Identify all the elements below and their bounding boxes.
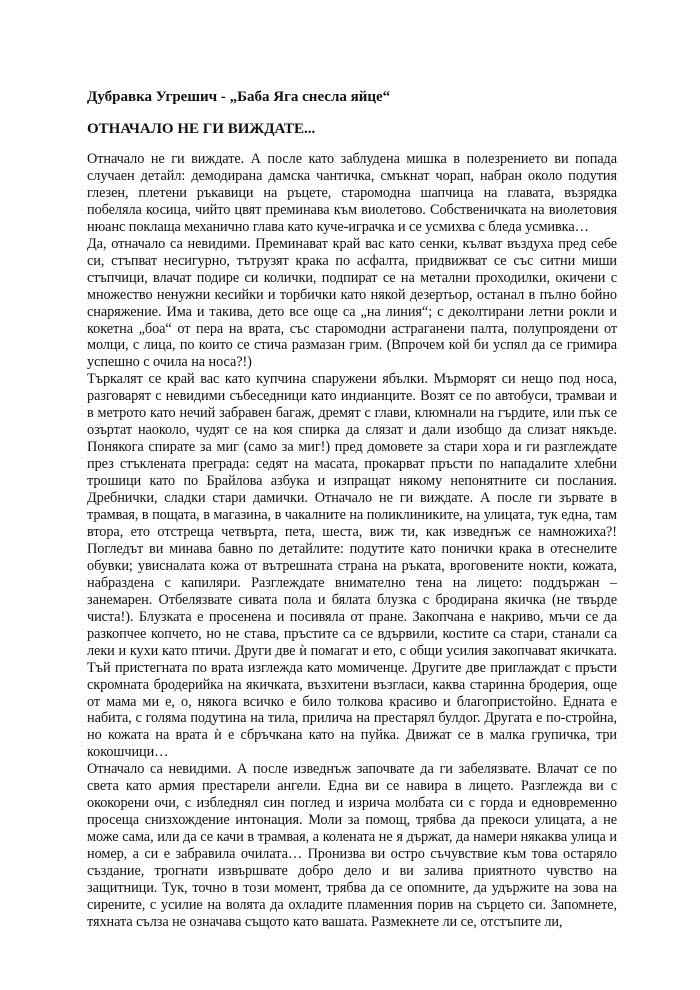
body-text <box>87 151 617 931</box>
paragraph: Търкалят се край вас като купчина спаружени ябълки. Мърморят си нещо под носа, разговарят с невидими събеседници като индианците. Возят се по автобуси, трамваи и в метрото като нечий забравен багаж, дремят с глави, клюмнали на гърдите, или пък се озъртат наоколо, чудят се на коя спирка да слязат и дали изобщо да слизат някъде. Понякога спирате за миг (само за миг!) пред домовете за стари хора и ги разглеждате през стъклената преграда: седят на масата, прокарват пръсти по нападалите хлебни трошици като по Брайлова азбука и изпращат някому непонятните си послания. Дребнички, сладки стари дамички. Отначало не ги виждате. А после ги зървате в трамвая, в пощата, в магазина, в чакалните на поликлиниките, на улицата, тук една, там втора, ето отстреща четвърта, пета, шеста, виж ти, как изведнъж се намножиха?! Погледът ви минава бавно по детайлите: подутите като понички крака в отеснелите обувки; увисналата кожа от вътрешната страна на ръката, вроговените нокти, кожата, набраздена с капиляри. Разглеждате внимателно тена на лицето: поддържан – занемарен. Отбелязвате сивата пола и бялата блузка с бродирана якичка (не твърде чиста!). Блузката е просенена и посивяла от пране. Закопчана е накриво, мъчи се да разкопчее копчето, но не става, пръстите са се вдървили, костите са стари, станали са леки и кухи като птичи. Други две ѝ помагат и ето, с общи усилия закопчават якичката. Тъй пристегната по врата изглежда като момиченце. Другите две приглаждат с пръсти скромната бродерийка на якичката, възхитени възгласи, каква старинна бродерия, още от мама ми е, о, някога всичко е било толкова красиво и благопристойно. Едната е набита, с голяма подутина на тила, прилича на престарял булдог. Другата е по-стройна, но кожата на врата ѝ е сбръчкана като на пуйка. Движат се в малка групичка, три кокошчици… <box>87 371 617 761</box>
section-heading: ОТНАЧАЛО НЕ ГИ ВИЖДАТЕ... <box>87 121 316 137</box>
document-title: Дубравка Угрешич - „Баба Яга снесла яйце“ <box>87 89 391 105</box>
paragraph: Отначало са невидими. А после изведнъж започвате да ги забелязвате. Влачат се по света като армия престарели ангели. Една ви се навира в лицето. Разглежда ви с ококорени очи, с избледнял син поглед и изрича молбата си с горда и едновременно просеща снизхождение интонация. Моли за помощ, трябва да прекоси улицата, а не може сама, или да се качи в трамвая, а колената не я държат, да намери някаква улица и номер, а си е забравила очилата… Пронизва ви остро съчувствие към това остаряло създание, трогнати извършвате добро дело и ви залива приятното чувство на защитници. Тук, точно в този момент, трябва да се опомните, да удържите на зова на сирените, с усилие на волята да охладите пламенния порив на сърцето си. Запомнете, тяхната сълза не означава същото като вашата. Размекнете ли се, отстъпите ли, <box>87 761 617 930</box>
paragraph: Отначало не ги виждате. А после като заблудена мишка в полезрението ви попада случаен детайл: демодирана дамска чантичка, смъкнат чорап, набран около подутия глезен, плетени ръкавици на ръцете, старомодна шапчица на главата, възрядка побеляла косица, чийто цвят преминава към виолетово. Собственичката на виолетовия нюанс поклаща механично глава като куче-играчка и се усмихва с бледа усмивка… <box>87 151 617 235</box>
paragraph: Да, отначало са невидими. Преминават край вас като сенки, кълват въздуха пред себе си, стъпват несигурно, тътрузят крака по асфалта, придвижват се със ситни миши стъпчици, влачат подире си колички, подпират се на метални проходилки, окичени с множество ненужни кесийки и торбички като някой дезертьор, останал в пълно бойно снаряжение. Има и такива, дето все още са „на линия“; с деколтирани летни рокли и кокетна „боа“ от пера на врата, със старомодни астраганени палта, полупроядени от молци, с лица, по които се стича размазан грим. (Впрочем кой би успял да се гримира успешно с очила на носа?!) <box>87 235 617 371</box>
